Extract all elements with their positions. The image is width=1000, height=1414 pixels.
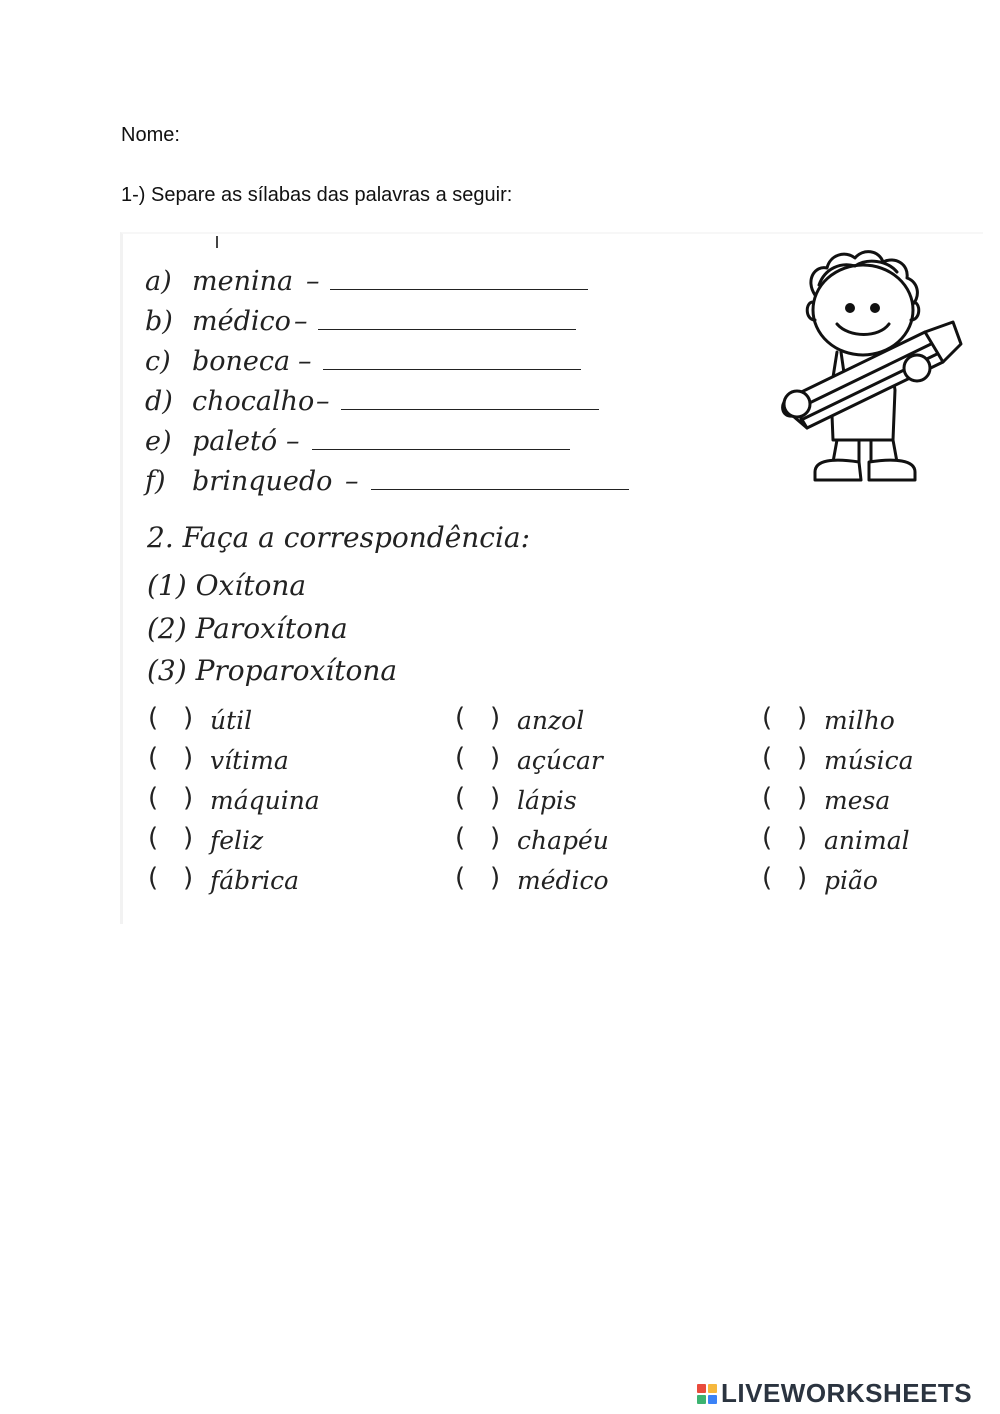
match-word: fábrica [210,866,300,895]
logo-block [697,1395,706,1404]
syllable-item-word: brinquedo [192,466,333,497]
answer-blank[interactable]: ( ) [455,703,501,733]
answer-blank[interactable]: ( ) [455,783,501,813]
syllable-item-word: menina [192,266,294,297]
syllable-item-word: médico [192,306,291,337]
dash: – [298,346,312,377]
match-word: animal [824,826,910,855]
answer-blank[interactable]: ( ) [762,743,808,773]
dash: – [316,386,330,417]
option-paroxitona: (2) Paroxítona [147,612,348,645]
answer-blank[interactable]: ( ) [148,743,194,773]
match-word: mesa [824,786,891,815]
syllable-item-letter: a) [145,266,172,297]
boy-with-pencil-icon [775,240,975,495]
syllable-item-letter: b) [145,306,173,337]
dash: – [286,426,300,457]
syllable-item-word: paletó [192,426,278,457]
match-word: anzol [517,706,585,735]
syllable-item-word: boneca [192,346,291,377]
answer-line-b[interactable] [318,329,576,330]
answer-blank[interactable]: ( ) [762,703,808,733]
logo-block [697,1384,706,1393]
match-word: lápis [517,786,577,815]
syllable-item-letter: f) [145,466,166,497]
liveworksheets-logo [697,1378,972,1409]
match-word: chapéu [517,826,609,855]
answer-line-e[interactable] [312,449,570,450]
match-word: açúcar [517,746,603,775]
brand-text: LIVEWORKSHEETS [721,1378,973,1408]
dash: – [294,306,308,337]
match-word: milho [824,706,895,735]
answer-blank[interactable]: ( ) [762,823,808,853]
tick-mark [216,236,218,248]
logo-block [708,1384,717,1393]
match-word: vítima [210,746,289,775]
answer-line-f[interactable] [371,489,629,490]
logo-block [708,1395,717,1404]
match-word: feliz [210,826,264,855]
match-word: médico [517,866,609,895]
dash: – [306,266,320,297]
answer-blank[interactable]: ( ) [148,783,194,813]
syllable-item-letter: d) [145,386,173,417]
match-word: pião [824,866,878,895]
syllable-item-word: chocalho [192,386,315,417]
answer-blank[interactable]: ( ) [148,823,194,853]
answer-blank[interactable]: ( ) [762,783,808,813]
match-word: útil [210,706,253,735]
syllable-item-letter: e) [145,426,172,457]
answer-blank[interactable]: ( ) [148,863,194,893]
option-oxitona: (1) Oxítona [147,569,307,602]
question-1-text: 1-) Separe as sílabas das palavras a seguir: [121,184,513,206]
match-word: música [824,746,914,775]
answer-blank[interactable]: ( ) [455,743,501,773]
dash: – [345,466,359,497]
answer-blank[interactable]: ( ) [455,863,501,893]
answer-blank[interactable]: ( ) [455,823,501,853]
logo-blocks-icon [697,1384,717,1404]
answer-line-d[interactable] [341,409,599,410]
match-word: máquina [210,786,320,815]
answer-blank[interactable]: ( ) [148,703,194,733]
question-2-title: 2. Faça a correspondência: [147,521,531,554]
option-proparoxitona: (3) Proparoxítona [147,654,398,687]
answer-blank[interactable]: ( ) [762,863,808,893]
answer-line-c[interactable] [323,369,581,370]
syllable-item-letter: c) [145,346,171,377]
answer-line-a[interactable] [330,289,588,290]
name-label: Nome: [121,124,180,146]
